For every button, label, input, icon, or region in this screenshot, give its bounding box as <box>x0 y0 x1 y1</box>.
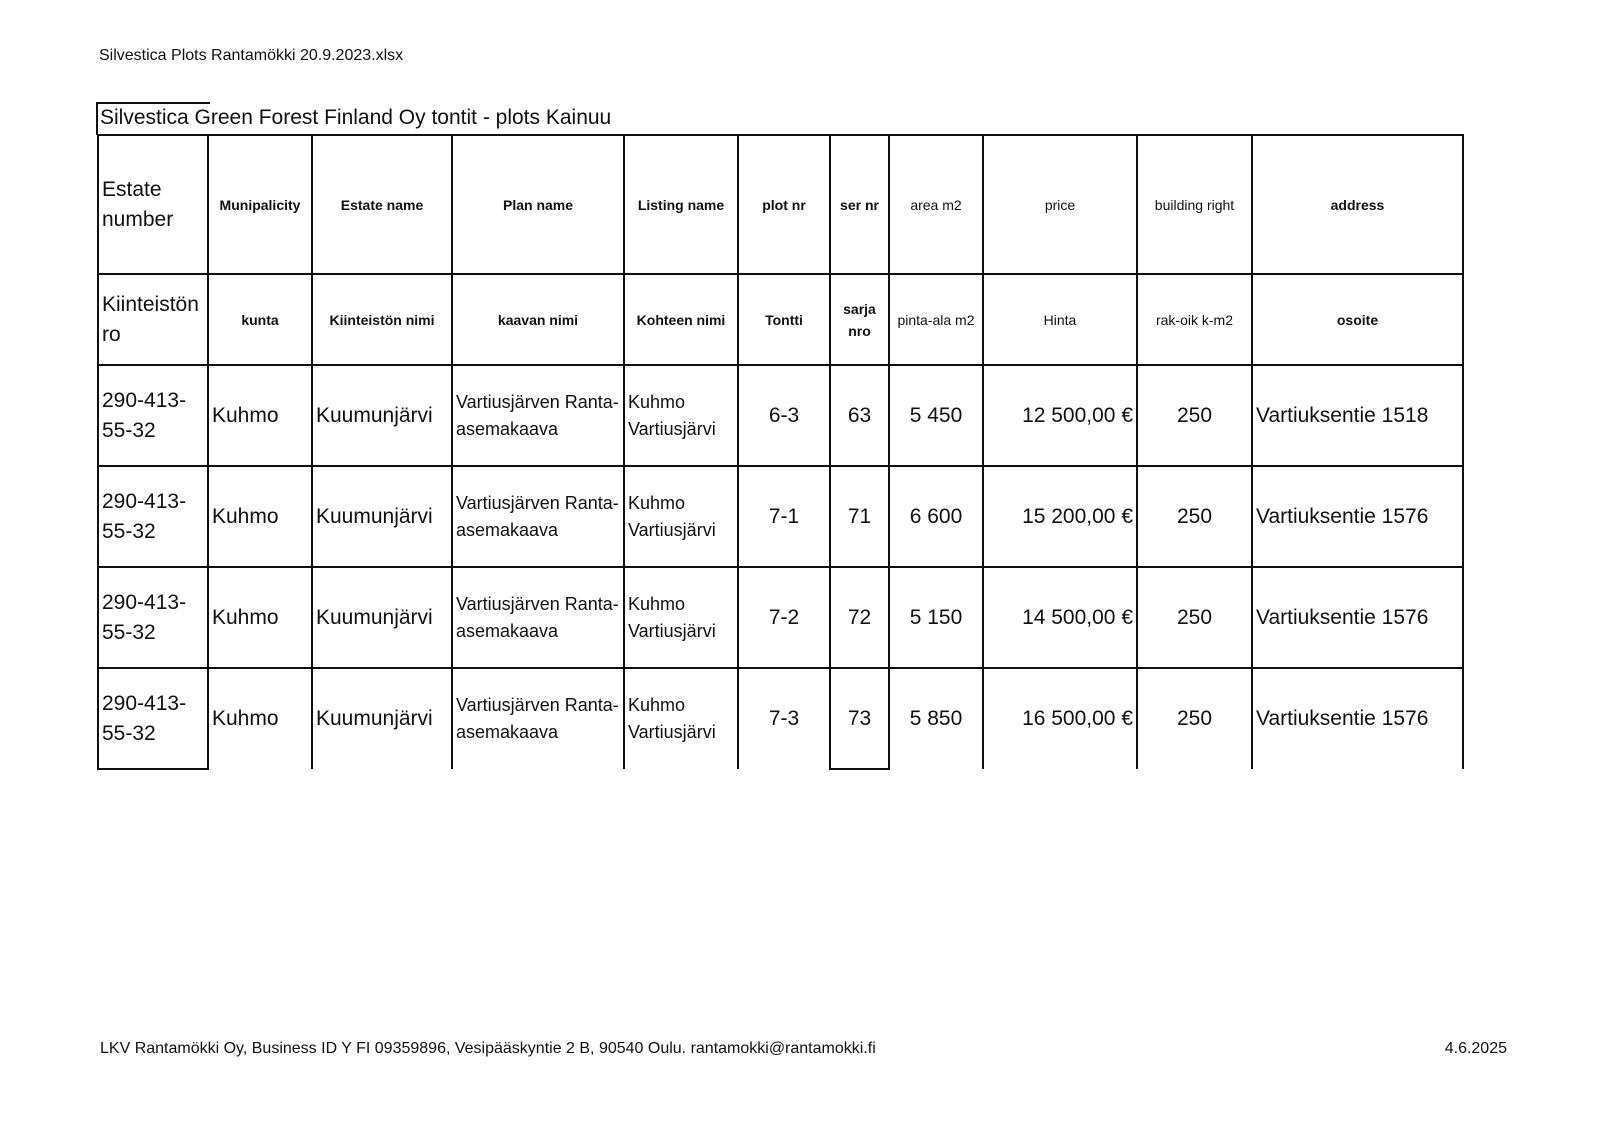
cell-estate-name: Kuumunjärvi <box>312 466 452 567</box>
cell-building-right: 250 <box>1137 365 1252 466</box>
cell-listing-name: Kuhmo Vartiusjärvi <box>624 567 738 668</box>
header-fi-plot-nr: Tontti <box>738 274 830 365</box>
footer-date: 4.6.2025 <box>1444 1040 1507 1057</box>
cell-plot-nr: 7-1 <box>738 466 830 567</box>
header-plot-nr: plot nr <box>738 135 830 274</box>
cell-estate-name: Kuumunjärvi <box>312 668 452 769</box>
table-row <box>98 365 1463 466</box>
header-fi-area: pinta-ala m2 <box>889 274 983 365</box>
table-row <box>98 567 1463 668</box>
header-listing-name: Listing name <box>624 135 738 274</box>
cell-area: 5 450 <box>889 365 983 466</box>
title-left-rule <box>96 102 98 135</box>
table-row <box>98 466 1463 567</box>
cell-plan-name: Vartiusjärven Ranta-asemakaava <box>452 466 624 567</box>
header-row-finnish <box>98 274 1463 365</box>
header-building-right: building right <box>1137 135 1252 274</box>
cell-plan-name: Vartiusjärven Ranta-asemakaava <box>452 567 624 668</box>
cell-estate-number: 290-413-55-32 <box>98 466 208 567</box>
header-area: area m2 <box>889 135 983 274</box>
header-fi-listing-name: Kohteen nimi <box>624 274 738 365</box>
cell-price: 16 500,00 € <box>983 668 1137 769</box>
cell-address: Vartiuksentie 1576 <box>1252 466 1463 567</box>
cell-price: 15 200,00 € <box>983 466 1137 567</box>
cell-building-right: 250 <box>1137 466 1252 567</box>
cell-address: Vartiuksentie 1576 <box>1252 567 1463 668</box>
cell-address: Vartiuksentie 1518 <box>1252 365 1463 466</box>
header-plan-name: Plan name <box>452 135 624 274</box>
header-row-english <box>98 135 1463 274</box>
header-price: price <box>983 135 1137 274</box>
cell-plot-nr: 7-3 <box>738 668 830 769</box>
file-title: Silvestica Plots Rantamökki 20.9.2023.xlsx <box>99 47 404 64</box>
cell-listing-name: Kuhmo Vartiusjärvi <box>624 466 738 567</box>
cell-area: 6 600 <box>889 466 983 567</box>
cell-area: 5 150 <box>889 567 983 668</box>
footer-company: LKV Rantamökki Oy, Business ID Y FI 09359896, Vesipääskyntie 2 B, 90540 Oulu. rantamokki@rantamokki.fi <box>100 1040 876 1057</box>
table-row <box>98 668 1463 769</box>
header-fi-estate-number: Kiinteistön ro <box>98 274 208 365</box>
cell-municipality: Kuhmo <box>208 668 312 769</box>
header-fi-address: osoite <box>1252 274 1463 365</box>
cell-price: 14 500,00 € <box>983 567 1137 668</box>
cell-price: 12 500,00 € <box>983 365 1137 466</box>
header-estate-name: Estate name <box>312 135 452 274</box>
header-fi-plan-name: kaavan nimi <box>452 274 624 365</box>
header-fi-estate-name: Kiinteistön nimi <box>312 274 452 365</box>
cell-building-right: 250 <box>1137 567 1252 668</box>
cell-estate-number: 290-413-55-32 <box>98 365 208 466</box>
cell-municipality: Kuhmo <box>208 365 312 466</box>
cell-estate-name: Kuumunjärvi <box>312 567 452 668</box>
header-ser-nr: ser nr <box>830 135 889 274</box>
cell-address: Vartiuksentie 1576 <box>1252 668 1463 769</box>
cell-area: 5 850 <box>889 668 983 769</box>
cell-estate-name: Kuumunjärvi <box>312 365 452 466</box>
cell-plot-nr: 7-2 <box>738 567 830 668</box>
plots-table <box>97 134 1464 770</box>
header-estate-number: Estate number <box>98 135 208 274</box>
cell-municipality: Kuhmo <box>208 567 312 668</box>
sheet-title: Silvestica Green Forest Finland Oy tontit - plots Kainuu <box>100 106 612 129</box>
cell-estate-number: 290-413-55-32 <box>98 567 208 668</box>
header-fi-municipality: kunta <box>208 274 312 365</box>
header-address: address <box>1252 135 1463 274</box>
cell-ser-nr: 63 <box>830 365 889 466</box>
cell-estate-number: 290-413-55-32 <box>98 668 208 769</box>
cell-ser-nr: 73 <box>830 668 889 769</box>
cell-listing-name: Kuhmo Vartiusjärvi <box>624 668 738 769</box>
cell-plan-name: Vartiusjärven Ranta-asemakaava <box>452 365 624 466</box>
cell-listing-name: Kuhmo Vartiusjärvi <box>624 365 738 466</box>
cell-plan-name: Vartiusjärven Ranta-asemakaava <box>452 668 624 769</box>
title-rule <box>96 102 210 104</box>
cell-ser-nr: 72 <box>830 567 889 668</box>
cell-building-right: 250 <box>1137 668 1252 769</box>
header-fi-building-right: rak-oik k-m2 <box>1137 274 1252 365</box>
cell-ser-nr: 71 <box>830 466 889 567</box>
header-fi-ser-nr: sarja nro <box>830 274 889 365</box>
header-municipality: Munipalicity <box>208 135 312 274</box>
cell-municipality: Kuhmo <box>208 466 312 567</box>
cell-plot-nr: 6-3 <box>738 365 830 466</box>
header-fi-price: Hinta <box>983 274 1137 365</box>
